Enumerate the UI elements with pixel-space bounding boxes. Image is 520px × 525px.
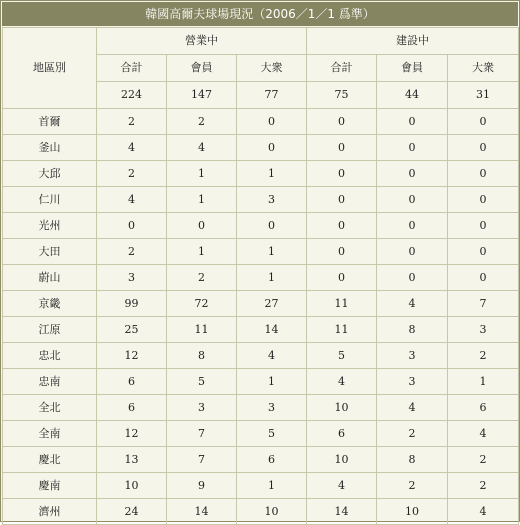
region-name: 忠南	[3, 369, 97, 395]
value-cell: 4	[97, 135, 167, 161]
value-cell: 0	[307, 109, 377, 135]
value-cell: 1	[237, 161, 307, 187]
value-cell: 4	[377, 291, 448, 317]
value-cell: 0	[167, 213, 237, 239]
value-cell: 4	[377, 395, 448, 421]
value-cell: 3	[377, 343, 448, 369]
region-name: 蔚山	[3, 265, 97, 291]
table-row	[3, 499, 519, 525]
region-name: 光州	[3, 213, 97, 239]
value-cell: 0	[97, 213, 167, 239]
value-cell: 11	[167, 317, 237, 343]
value-cell: 3	[97, 265, 167, 291]
value-cell: 0	[377, 187, 448, 213]
value-cell: 0	[377, 213, 448, 239]
table-row	[3, 213, 519, 239]
region-header: 地區別	[3, 28, 97, 109]
table-row	[3, 109, 519, 135]
value-cell: 0	[377, 135, 448, 161]
value-cell: 2	[377, 473, 448, 499]
table-row	[3, 161, 519, 187]
value-cell: 4	[307, 473, 377, 499]
region-name: 慶北	[3, 447, 97, 473]
value-cell: 12	[97, 343, 167, 369]
value-cell: 3	[237, 395, 307, 421]
value-cell: 12	[97, 421, 167, 447]
region-name: 全北	[3, 395, 97, 421]
value-cell: 3	[167, 395, 237, 421]
value-cell: 1	[448, 369, 519, 395]
table-row	[3, 135, 519, 161]
value-cell: 6	[237, 447, 307, 473]
value-cell: 2	[448, 473, 519, 499]
value-cell: 1	[237, 239, 307, 265]
value-cell: 24	[97, 499, 167, 525]
operating-member-header: 會員	[167, 55, 237, 82]
value-cell: 0	[377, 265, 448, 291]
value-cell: 14	[237, 317, 307, 343]
value-cell: 0	[307, 239, 377, 265]
value-cell: 72	[167, 291, 237, 317]
value-cell: 4	[237, 343, 307, 369]
value-cell: 1	[237, 473, 307, 499]
value-cell: 2	[377, 421, 448, 447]
value-cell: 0	[448, 161, 519, 187]
value-cell: 4	[448, 499, 519, 525]
value-cell: 0	[377, 109, 448, 135]
value-cell: 0	[237, 109, 307, 135]
value-cell: 0	[448, 239, 519, 265]
value-cell: 5	[307, 343, 377, 369]
value-cell: 7	[167, 421, 237, 447]
table-row	[3, 317, 519, 343]
value-cell: 2	[167, 109, 237, 135]
operating-group-header: 營業中	[97, 28, 307, 55]
value-cell: 2	[97, 109, 167, 135]
table-row	[3, 395, 519, 421]
region-name: 仁川	[3, 187, 97, 213]
table-row	[3, 369, 519, 395]
region-name: 大田	[3, 239, 97, 265]
total-cell: 31	[448, 82, 519, 109]
region-name: 釜山	[3, 135, 97, 161]
value-cell: 10	[307, 395, 377, 421]
value-cell: 1	[237, 265, 307, 291]
value-cell: 14	[307, 499, 377, 525]
value-cell: 0	[307, 135, 377, 161]
value-cell: 27	[237, 291, 307, 317]
value-cell: 6	[307, 421, 377, 447]
region-name: 首爾	[3, 109, 97, 135]
value-cell: 11	[307, 317, 377, 343]
construction-public-header: 大衆	[448, 55, 519, 82]
value-cell: 1	[167, 187, 237, 213]
value-cell: 10	[97, 473, 167, 499]
value-cell: 11	[307, 291, 377, 317]
value-cell: 8	[377, 447, 448, 473]
value-cell: 0	[448, 135, 519, 161]
value-cell: 13	[97, 447, 167, 473]
value-cell: 7	[448, 291, 519, 317]
value-cell: 0	[307, 187, 377, 213]
value-cell: 1	[167, 161, 237, 187]
value-cell: 8	[167, 343, 237, 369]
value-cell: 0	[307, 161, 377, 187]
region-name: 忠北	[3, 343, 97, 369]
value-cell: 3	[237, 187, 307, 213]
table-row	[3, 265, 519, 291]
value-cell: 0	[237, 213, 307, 239]
region-name: 全南	[3, 421, 97, 447]
value-cell: 3	[448, 317, 519, 343]
operating-public-header: 大衆	[237, 55, 307, 82]
value-cell: 4	[307, 369, 377, 395]
value-cell: 4	[167, 135, 237, 161]
total-cell: 77	[237, 82, 307, 109]
value-cell: 6	[97, 395, 167, 421]
value-cell: 1	[167, 239, 237, 265]
value-cell: 0	[448, 109, 519, 135]
construction-member-header: 會員	[377, 55, 448, 82]
value-cell: 4	[448, 421, 519, 447]
region-name: 江原	[3, 317, 97, 343]
value-cell: 0	[448, 265, 519, 291]
value-cell: 5	[237, 421, 307, 447]
table-row	[3, 187, 519, 213]
value-cell: 7	[167, 447, 237, 473]
value-cell: 10	[307, 447, 377, 473]
table-row	[3, 239, 519, 265]
value-cell: 1	[237, 369, 307, 395]
value-cell: 2	[448, 343, 519, 369]
table-row	[3, 343, 519, 369]
value-cell: 3	[377, 369, 448, 395]
operating-total-header: 合計	[97, 55, 167, 82]
total-cell: 75	[307, 82, 377, 109]
value-cell: 2	[167, 265, 237, 291]
value-cell: 8	[377, 317, 448, 343]
construction-total-header: 合計	[307, 55, 377, 82]
region-name: 大邱	[3, 161, 97, 187]
value-cell: 2	[97, 161, 167, 187]
region-name: 慶南	[3, 473, 97, 499]
value-cell: 6	[97, 369, 167, 395]
value-cell: 0	[448, 213, 519, 239]
table-row	[3, 421, 519, 447]
total-cell: 44	[377, 82, 448, 109]
value-cell: 0	[307, 265, 377, 291]
table-title: 韓國高爾夫球場現況（2006／1／1 爲準）	[2, 2, 518, 26]
value-cell: 4	[97, 187, 167, 213]
value-cell: 0	[237, 135, 307, 161]
value-cell: 0	[307, 213, 377, 239]
total-cell: 147	[167, 82, 237, 109]
value-cell: 99	[97, 291, 167, 317]
value-cell: 25	[97, 317, 167, 343]
value-cell: 2	[448, 447, 519, 473]
golf-course-table	[2, 27, 519, 525]
value-cell: 0	[448, 187, 519, 213]
table-row	[3, 473, 519, 499]
total-cell: 224	[97, 82, 167, 109]
value-cell: 14	[167, 499, 237, 525]
region-name: 濟州	[3, 499, 97, 525]
value-cell: 2	[97, 239, 167, 265]
value-cell: 5	[167, 369, 237, 395]
construction-group-header: 建設中	[307, 28, 519, 55]
region-name: 京畿	[3, 291, 97, 317]
value-cell: 0	[377, 239, 448, 265]
value-cell: 0	[377, 161, 448, 187]
table-row	[3, 447, 519, 473]
value-cell: 6	[448, 395, 519, 421]
value-cell: 9	[167, 473, 237, 499]
value-cell: 10	[377, 499, 448, 525]
value-cell: 10	[237, 499, 307, 525]
table-row	[3, 291, 519, 317]
